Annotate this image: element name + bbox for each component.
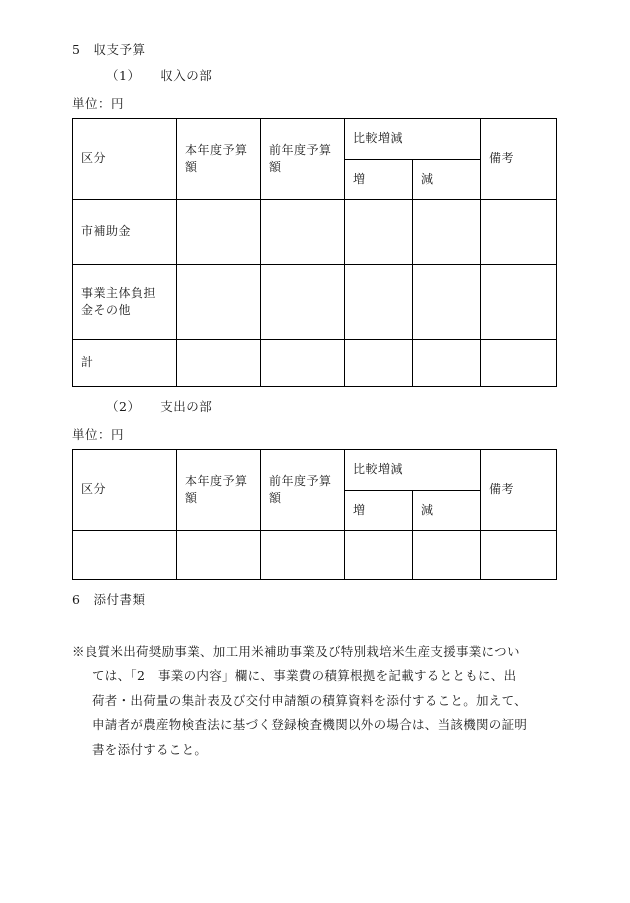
unit-label-income: 単位：円 (72, 96, 125, 111)
section-5-heading: 5 収支予算 (72, 42, 146, 57)
cell-gen[interactable] (413, 531, 481, 580)
cell-gen[interactable] (413, 265, 481, 340)
row-label-kei: 計 (73, 340, 177, 387)
section-5-subheading-income: （1） 収入の部 (106, 68, 213, 83)
note-line-3: 荷者・出荷量の集計表及び交付申請額の積算資料を添付すること。加えて、 (92, 692, 527, 708)
header-cell-kubun: 区分 (73, 119, 177, 200)
unit-label-expense: 単位：円 (72, 427, 125, 442)
header-zennendo-line1: 前年度予算 (269, 142, 332, 157)
row-label-jigyoshutai (73, 265, 177, 340)
cell-zo[interactable] (345, 200, 413, 265)
header-honnendo-line1: 本年度予算 (185, 473, 248, 488)
header-cell-zo: 増 (345, 490, 413, 531)
note-line-1: ※良質米出荷奨励事業、加工用米補助事業及び特別栽培米生産支援事業につい (72, 644, 520, 659)
note-line-4: 申請者が農産物検査法に基づく登録検査機関以外の場合は、当該機関の証明 (92, 717, 528, 733)
section-6-heading: 6 添付書類 (72, 592, 146, 607)
cell-honnendo[interactable] (177, 340, 261, 387)
income-budget-table (72, 118, 557, 387)
header-cell-biko: 備考 (481, 450, 557, 531)
header-cell-honnendo (177, 450, 261, 531)
header-cell-biko: 備考 (481, 119, 557, 200)
cell-honnendo[interactable] (177, 265, 261, 340)
row-label-line2: 金その他 (81, 303, 132, 317)
cell-biko[interactable] (481, 200, 557, 265)
header-zennendo-line1: 前年度予算 (269, 473, 332, 488)
row-label-empty[interactable] (73, 531, 177, 580)
cell-zo[interactable] (345, 340, 413, 387)
note-line-2: ては、「2 事業の内容」欄に、事業費の積算根拠を記載するとともに、出 (92, 668, 517, 684)
table-row (73, 200, 557, 265)
header-cell-gen: 減 (413, 490, 481, 531)
cell-zo[interactable] (345, 265, 413, 340)
cell-zennendo[interactable] (261, 531, 345, 580)
header-zennendo-line2: 額 (269, 491, 282, 505)
table-row (73, 265, 557, 340)
table-header-row (73, 119, 557, 160)
spacer (72, 616, 570, 622)
table-header-row (73, 450, 557, 491)
table-row (73, 340, 557, 387)
header-cell-hikaku: 比較増減 (345, 450, 481, 491)
table-row (73, 531, 557, 580)
cell-zennendo[interactable] (261, 340, 345, 387)
cell-gen[interactable] (413, 200, 481, 265)
header-cell-gen: 減 (413, 159, 481, 200)
header-cell-zo: 増 (345, 159, 413, 200)
section-5-subheading-expense: （2） 支出の部 (106, 399, 213, 414)
header-cell-kubun: 区分 (73, 450, 177, 531)
cell-biko[interactable] (481, 265, 557, 340)
cell-biko[interactable] (481, 340, 557, 387)
header-cell-hikaku: 比較増減 (345, 119, 481, 160)
cell-zennendo[interactable] (261, 200, 345, 265)
header-honnendo-line2: 額 (185, 160, 198, 174)
row-label-shihojokin: 市補助金 (73, 200, 177, 265)
cell-biko[interactable] (481, 531, 557, 580)
cell-zennendo[interactable] (261, 265, 345, 340)
note-block (72, 640, 570, 762)
header-cell-zennendo (261, 450, 345, 531)
header-zennendo-line2: 額 (269, 160, 282, 174)
note-line-5: 書を添付すること。 (92, 741, 208, 757)
header-honnendo-line2: 額 (185, 491, 198, 505)
header-honnendo-line1: 本年度予算 (185, 142, 248, 157)
cell-honnendo[interactable] (177, 200, 261, 265)
cell-zo[interactable] (345, 531, 413, 580)
cell-gen[interactable] (413, 340, 481, 387)
header-cell-honnendo (177, 119, 261, 200)
cell-honnendo[interactable] (177, 531, 261, 580)
header-cell-zennendo (261, 119, 345, 200)
expense-budget-table (72, 449, 557, 580)
row-label-line1: 事業主体負担 (81, 285, 157, 300)
